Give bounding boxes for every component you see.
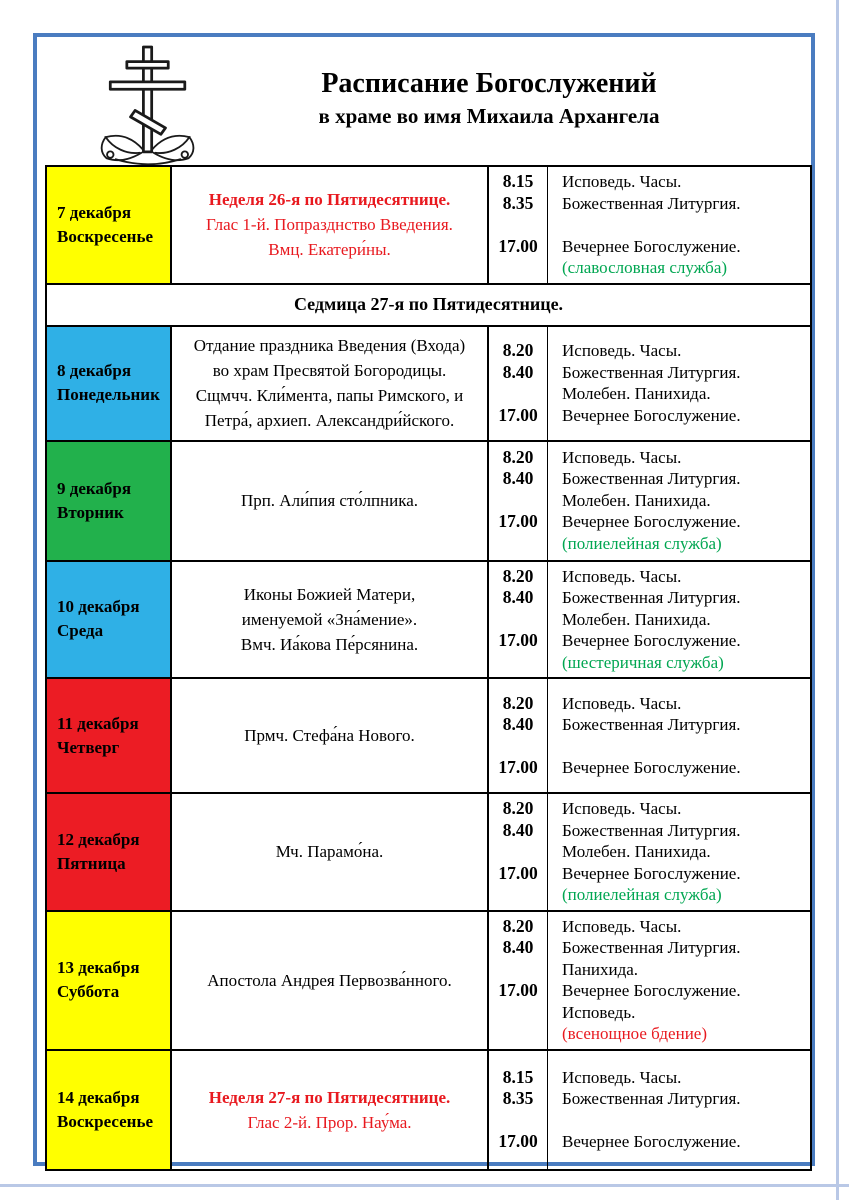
time-value: 8.15	[502, 171, 534, 191]
time-cell	[487, 327, 547, 440]
description-cell	[170, 327, 487, 440]
desc-line: Иконы Божией Матери,	[243, 584, 416, 604]
service-line: Исповедь. Часы.	[562, 172, 682, 191]
day-text: Воскресенье	[57, 226, 154, 246]
service-line: Исповедь. Часы.	[562, 447, 682, 467]
services-cell	[547, 442, 810, 560]
service-line: Вечернее Богослужение.	[562, 236, 741, 256]
service-line: Молебен. Панихида.	[562, 384, 711, 403]
description-cell	[170, 679, 487, 792]
time-value: 17.00	[498, 630, 538, 650]
service-line: Вечернее Богослужение.	[562, 512, 741, 532]
time-value: 8.40	[502, 587, 534, 607]
service-note: (полиелейная служба)	[562, 533, 722, 553]
service-line: Исповедь. Часы.	[562, 693, 682, 713]
time-value: 17.00	[498, 1131, 538, 1151]
service-line: Божественная Литургия.	[562, 469, 741, 489]
day-text: Суббота	[57, 982, 120, 1001]
time-value: 8.40	[502, 468, 534, 489]
date-text: 11 декабря	[57, 713, 139, 733]
service-line: Божественная Литургия.	[562, 588, 741, 607]
date-cell	[47, 442, 170, 560]
desc-line: Вмц. Екатери́ны.	[268, 240, 391, 260]
schedule-row-thursday-11	[47, 677, 810, 792]
service-line: Молебен. Панихида.	[562, 842, 711, 861]
desc-line: Глас 1-й. Попразднство Введения.	[206, 215, 453, 235]
page-edge-line-right	[836, 0, 839, 1200]
time-value: 8.40	[502, 819, 534, 840]
page-border	[33, 33, 815, 1166]
service-note: (всенощное бдение)	[562, 1024, 707, 1043]
service-line: Божественная Литургия.	[562, 1089, 741, 1108]
schedule-row-sunday-7	[47, 167, 810, 283]
time-value: 8.15	[502, 1066, 534, 1087]
time-value: 17.00	[498, 511, 538, 532]
service-line	[562, 1110, 806, 1132]
services-cell	[547, 1051, 810, 1169]
service-line: Исповедь.	[562, 1002, 636, 1022]
logo-wrap	[37, 37, 197, 170]
services-cell	[547, 167, 810, 283]
time-value: 8.20	[502, 915, 534, 936]
service-line: Исповедь. Часы.	[562, 1067, 682, 1087]
week-header-row	[47, 283, 810, 325]
service-line: Божественная Литургия.	[562, 193, 741, 213]
time-value: 8.20	[502, 446, 534, 467]
title-block	[197, 37, 811, 131]
time-value: 17.00	[498, 980, 538, 1000]
desc-line: Прп. Али́пия сто́лпника.	[240, 491, 419, 510]
service-line: Вечернее Богослужение.	[562, 863, 741, 883]
schedule-row-monday-8	[47, 325, 810, 440]
time-value: 17.00	[498, 404, 538, 425]
date-text: 8 декабря	[57, 361, 132, 380]
page-edge-line-bottom	[0, 1184, 849, 1187]
date-text: 14 декабря	[57, 1087, 140, 1107]
desc-line: Отдание праздника Введения (Входа)	[193, 336, 466, 355]
service-line: Вечернее Богослужение.	[562, 631, 741, 650]
service-line: Исповедь. Часы.	[562, 799, 682, 818]
time-cell	[487, 912, 547, 1049]
desc-line: Петра́, архиеп. Александри́йского.	[204, 411, 455, 430]
date-text: 12 декабря	[57, 829, 140, 849]
description-cell	[170, 167, 487, 283]
time-value: 8.20	[502, 340, 534, 360]
time-value: 8.35	[502, 1088, 534, 1108]
desc-line: Мч. Парамо́на.	[275, 842, 384, 862]
services-cell	[547, 562, 810, 678]
service-line	[562, 736, 806, 758]
service-line: Вечернее Богослужение.	[562, 758, 741, 777]
desc-line: Сщмчч. Кли́мента, папы Римского, и	[195, 386, 464, 405]
schedule-row-sunday-14	[47, 1049, 810, 1169]
desc-line: Вмч. Иа́кова Пе́рсянина.	[240, 634, 419, 654]
service-line: Панихида.	[562, 959, 639, 979]
date-cell	[47, 327, 170, 440]
week-header-text: Седмица 27-я по Пятидесятнице.	[293, 294, 564, 314]
desc-line: Неделя 26-я по Пятидесятнице.	[208, 190, 451, 210]
time-cell	[487, 679, 547, 792]
desc-line: Прмч. Стефа́на Нового.	[244, 726, 415, 745]
services-cell	[547, 794, 810, 910]
time-value: 8.20	[502, 692, 534, 713]
description-cell	[170, 912, 487, 1049]
day-text: Понедельник	[57, 385, 160, 404]
desc-line: Апостола Андрея Первозва́нного.	[207, 970, 452, 990]
service-line: Божественная Литургия.	[562, 362, 741, 382]
date-cell	[47, 167, 170, 283]
description-cell	[170, 794, 487, 910]
time-value: 8.20	[502, 565, 534, 586]
time-value: 17.00	[498, 235, 538, 256]
schedule-row-saturday-13	[47, 910, 810, 1049]
date-text: 9 декабря	[57, 478, 132, 498]
description-cell	[170, 562, 487, 678]
service-line: Молебен. Панихида.	[562, 609, 711, 629]
service-line: Вечернее Богослужение.	[562, 981, 741, 1000]
time-value: 8.40	[502, 714, 534, 734]
schedule-row-tuesday-9	[47, 440, 810, 560]
time-value: 8.40	[502, 361, 534, 382]
service-line: Божественная Литургия.	[562, 820, 741, 840]
desc-line: во храм Пресвятой Богородицы.	[212, 361, 447, 380]
page-header	[37, 37, 811, 165]
date-text: 10 декабря	[57, 597, 140, 617]
service-note: (славословная служба)	[562, 258, 728, 277]
schedule-row-friday-12	[47, 792, 810, 910]
day-text: Воскресенье	[57, 1111, 154, 1131]
date-cell	[47, 794, 170, 910]
service-line: Божественная Литургия.	[562, 938, 741, 957]
service-line: Исповедь. Часы.	[562, 916, 682, 936]
service-line	[562, 214, 806, 236]
desc-line: именуемой «Зна́мение».	[241, 609, 418, 629]
service-line: Божественная Литургия.	[562, 715, 741, 734]
services-cell	[547, 679, 810, 792]
service-line: Исповедь. Часы.	[562, 566, 682, 586]
time-value: 17.00	[498, 862, 538, 883]
time-cell	[487, 794, 547, 910]
service-line: Исповедь. Часы.	[562, 341, 682, 360]
service-note: (полиелейная служба)	[562, 885, 722, 904]
time-value: 8.20	[502, 798, 534, 818]
day-text: Пятница	[57, 853, 126, 873]
description-cell	[170, 1051, 487, 1169]
service-line: Молебен. Панихида.	[562, 490, 711, 510]
time-cell	[487, 1051, 547, 1169]
time-value: 8.40	[502, 937, 534, 957]
date-cell	[47, 1051, 170, 1169]
date-text: 7 декабря	[57, 202, 132, 222]
page-subtitle: в храме во имя Михаила Архангела	[318, 104, 660, 128]
day-text: Среда	[57, 621, 104, 641]
day-text: Четверг	[57, 737, 120, 757]
desc-line: Глас 2-й. Прор. Нау́ма.	[247, 1112, 412, 1132]
time-cell	[487, 442, 547, 560]
time-cell	[487, 167, 547, 283]
services-cell	[547, 912, 810, 1049]
date-cell	[47, 679, 170, 792]
time-value: 8.35	[502, 192, 534, 213]
service-line: Вечернее Богослужение.	[562, 405, 741, 425]
description-cell	[170, 442, 487, 560]
desc-line: Неделя 27-я по Пятидесятнице.	[208, 1087, 451, 1107]
services-cell	[547, 327, 810, 440]
time-cell	[487, 562, 547, 678]
page-title: Расписание Богослужений	[321, 68, 657, 99]
date-cell	[47, 912, 170, 1049]
schedule-table	[45, 165, 812, 1171]
date-text: 13 декабря	[57, 958, 140, 977]
service-line: Вечернее Богослужение.	[562, 1132, 741, 1151]
time-value: 17.00	[498, 757, 538, 777]
schedule-row-wednesday-10	[47, 560, 810, 678]
service-note: (шестеричная служба)	[562, 652, 724, 672]
day-text: Вторник	[57, 502, 124, 522]
date-cell	[47, 562, 170, 678]
